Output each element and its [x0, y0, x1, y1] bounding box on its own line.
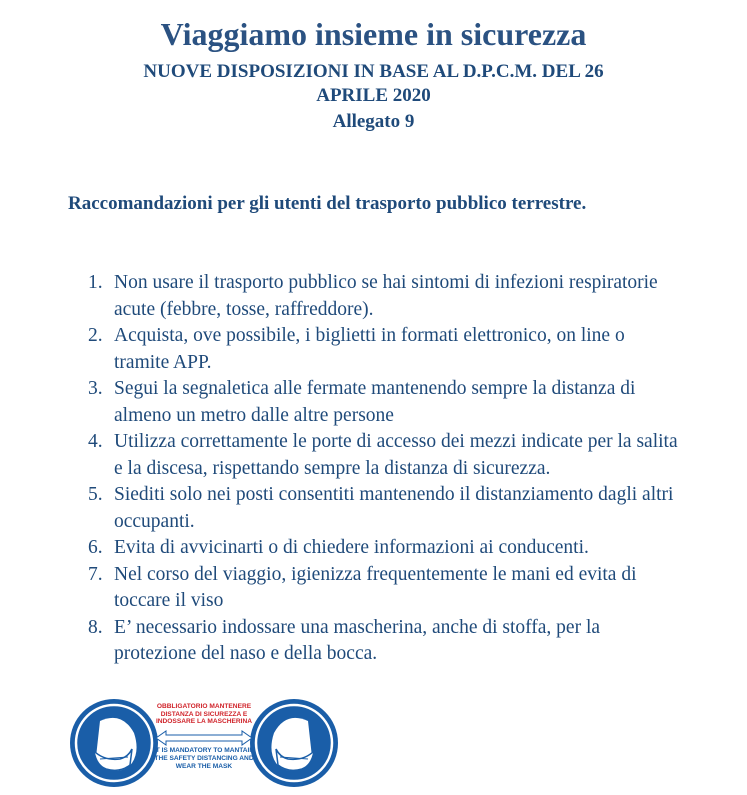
list-item: 4. Utilizza correttamente le porte di accesso dei mezzi indicate per la salita e la discesa, rispettando sempre la distanza di sicurezza. — [88, 431, 678, 479]
attachment-label: Allegato 9 — [332, 111, 415, 132]
sign-english-text: IT IS MANDATORY TO MANTAIN THE SAFETY DISTANCING AND WEAR THE MASK — [153, 747, 255, 770]
masked-person-icon — [70, 699, 158, 787]
masked-person-icon — [250, 699, 338, 787]
page-title: Viaggiamo insieme in sicurezza — [160, 16, 587, 52]
list-item: 3. Segui la segnaletica alle fermate mantenendo sempre la distanza di almeno un metro dalle altre persone — [88, 378, 636, 426]
section-heading: Raccomandazioni per gli utenti del trasporto pubblico terrestre. — [68, 193, 587, 214]
list-item: 2. Acquista, ove possibile, i biglietti in formati elettronico, on line o tramite APP. — [88, 325, 625, 373]
page-subtitle: NUOVE DISPOSIZIONI IN BASE AL D.P.C.M. DEL 26 APRILE 2020 — [143, 61, 604, 106]
list-item: 6. Evita di avvicinarti o di chiedere informazioni ai conducenti. — [88, 537, 589, 558]
sign-italian-text: OBBLIGATORIO MANTENERE DISTANZA DI SICUREZZA E INDOSSARE LA MASCHERINA — [155, 703, 253, 725]
double-arrow-icon — [154, 730, 254, 746]
list-item: 1. Non usare il trasporto pubblico se hai sintomi di infezioni respiratorie acute (febbre, tosse, raffreddore). — [88, 272, 658, 320]
list-item: 7. Nel corso del viaggio, igienizza frequentemente le mani ed evita di toccare il viso — [88, 563, 637, 611]
list-item: 8. E’ necessario indossare una mascherina, anche di stoffa, per la protezione del naso e della bocca. — [88, 616, 601, 664]
recommendations-list — [82, 270, 682, 668]
safety-sign — [68, 697, 340, 795]
list-item: 5. Siediti solo nei posti consentiti mantenendo il distanziamento dagli altri occupanti. — [88, 484, 674, 532]
